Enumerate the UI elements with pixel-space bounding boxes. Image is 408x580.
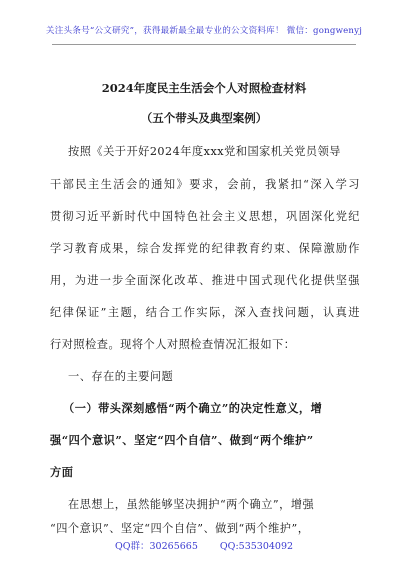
paragraph-line: 按照《关于开好2024年度xxx党和国家机关党员领导 xyxy=(68,145,341,158)
paragraph-line: 行对照检查。现将个人对照检查情况汇报如下： xyxy=(50,338,296,351)
header-banner: 关注头条号“公文研究”，获得最新最全最专业的公文资料库！ 微信：gongwenyj xyxy=(45,26,363,36)
footer-contact xyxy=(0,538,408,552)
footer-qq-number: QQ:535304092 xyxy=(219,541,294,552)
header-divider xyxy=(52,44,356,45)
document-subtitle: （五个带头及典型案例） xyxy=(140,111,268,125)
section-heading: 一、存在的主要问题 xyxy=(68,370,174,383)
document-title: 2024年度民主生活会个人对照检查材料 xyxy=(101,81,307,95)
subsection-heading-line: （一）带头深刻感悟“两个确立”的决定性意义，增 xyxy=(63,401,323,415)
paragraph-line: 在思想上，虽然能够坚决拥护“两个确立”，增强 xyxy=(68,498,315,511)
subsection-heading-line: 方面 xyxy=(50,465,74,479)
footer-qq-group: QQ群：30265665 xyxy=(114,541,198,552)
paragraph-line: 干部民主生活会的通知》要求，会前，我紧扣“深入学习 xyxy=(50,178,360,191)
subsection-heading-line: 强“四个意识”、坚定“四个自信”、做到“两个维护” xyxy=(50,433,314,447)
paragraph-line: 学习教育成果，综合发挥党的纪律教育约束、保障激励作 xyxy=(50,242,360,255)
paragraph-line: 贯彻习近平新时代中国特色社会主义思想，巩固深化党纪 xyxy=(50,210,360,223)
paragraph-line: “四个意识”、坚定“四个自信”、做到“两个维护”， xyxy=(50,522,310,535)
paragraph-line: 纪律保证”主题，结合工作实际，深入查找问题，认真进 xyxy=(50,306,360,319)
paragraph-line: 用，为进一步全面深化改革、推进中国式现代化提供坚强 xyxy=(50,274,360,287)
